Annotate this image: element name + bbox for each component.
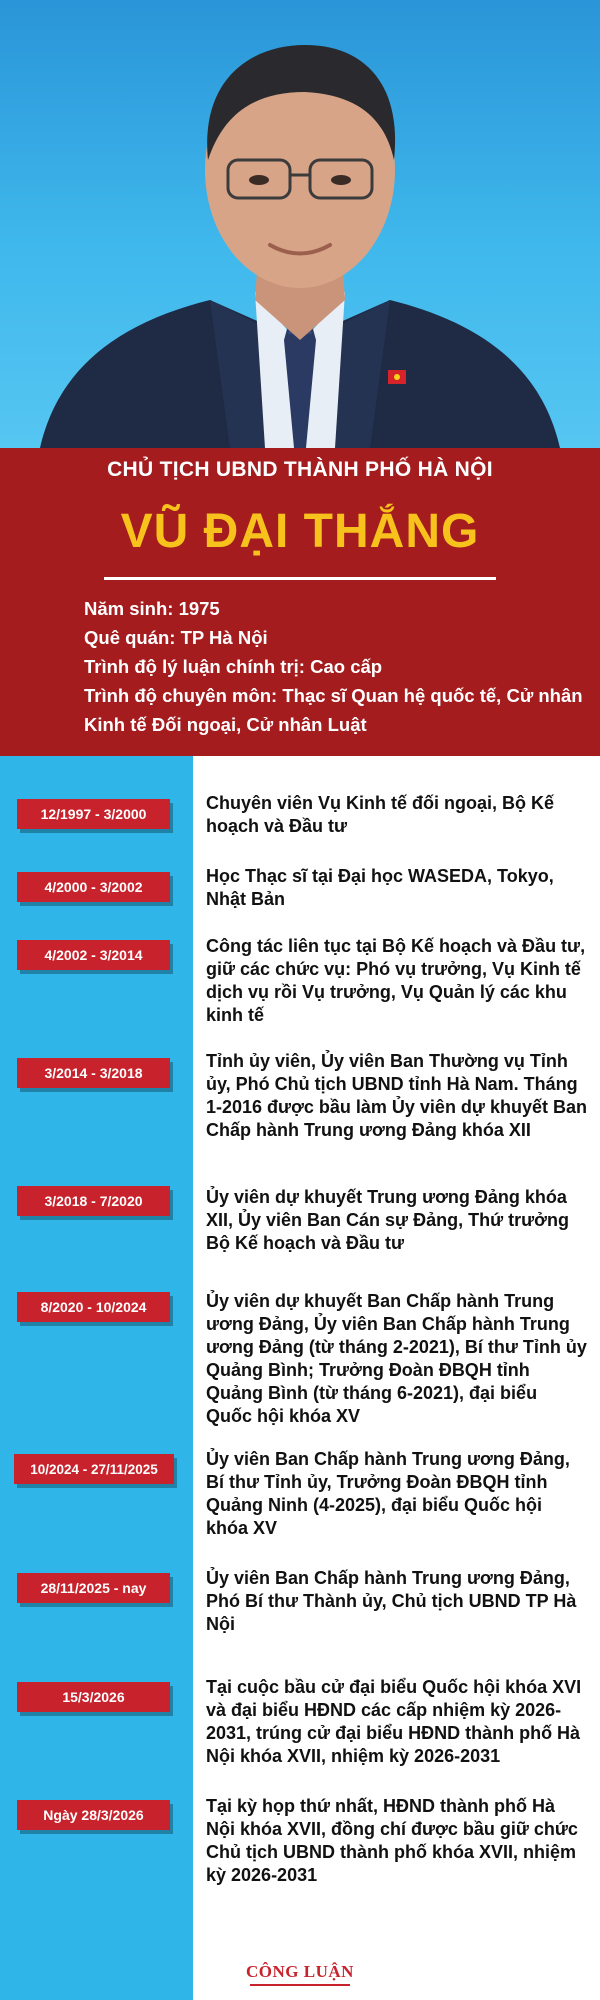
timeline-date: 10/2024 - 27/11/2025: [14, 1454, 174, 1484]
position-title: CHỦ TỊCH UBND THÀNH PHỐ HÀ NỘI: [107, 458, 493, 481]
portrait-area: [0, 0, 600, 448]
timeline-event: Công tác liên tục tại Bộ Kế hoạch và Đầu tư, giữ các chức vụ: Phó vụ trưởng, Vụ Kinh tế dịch vụ rồi Vụ trưởng, Vụ Quản lý các khu kinh tế: [206, 936, 586, 1025]
logo-text: CÔNG LUẬN: [246, 1962, 354, 1981]
timeline-date: 28/11/2025 - nay: [17, 1573, 170, 1603]
timeline-date: 4/2000 - 3/2002: [17, 872, 170, 902]
timeline-event: Tỉnh ủy viên, Ủy viên Ban Thường vụ Tỉnh ủy, Phó Chủ tịch UBND tỉnh Hà Nam. Tháng 1-2016 được bầu làm Ủy viên dự khuyết Ban Chấp hành Trung ương Đảng khóa XII: [206, 1051, 587, 1140]
timeline-event: Ủy viên dự khuyết Trung ương Đảng khóa XII, Ủy viên Ban Cán sự Đảng, Thứ trưởng Bộ Kế hoạch và Đầu tư: [206, 1187, 569, 1253]
timeline-event: Tại cuộc bầu cử đại biểu Quốc hội khóa XVI và đại biểu HĐND các cấp nhiệm kỳ 2026-2031, trúng cử đại biểu HĐND thành phố Hà Nội khóa XVII, nhiệm kỳ 2026-2031: [206, 1677, 582, 1766]
publisher-logo: [0, 1962, 600, 1986]
timeline-date: 4/2002 - 3/2014: [17, 940, 170, 970]
timeline-date: 12/1997 - 3/2000: [17, 799, 170, 829]
timeline-event: Ủy viên Ban Chấp hành Trung ương Đảng, Bí thư Tỉnh ủy, Trưởng Đoàn ĐBQH tỉnh Quảng Ninh (4-2025), đại biểu Quốc hội khóa XV: [206, 1449, 570, 1538]
timeline-event: Học Thạc sĩ tại Đại học WASEDA, Tokyo, Nhật Bản: [206, 866, 554, 909]
profile-info: [84, 594, 584, 739]
political-theory-level: Trình độ lý luận chính trị: Cao cấp: [84, 656, 383, 677]
timeline-event: Chuyên viên Vụ Kinh tế đối ngoại, Bộ Kế hoạch và Đầu tư: [206, 793, 555, 836]
timeline-date: 3/2014 - 3/2018: [17, 1058, 170, 1088]
name-divider: [104, 577, 496, 580]
portrait-photo: [0, 0, 600, 448]
logo-underline: [250, 1984, 350, 1986]
hometown: Quê quán: TP Hà Nội: [84, 627, 268, 648]
timeline-date: 3/2018 - 7/2020: [17, 1186, 170, 1216]
professional-qualification: Trình độ chuyên môn: Thạc sĩ Quan hệ quốc tế, Cử nhân Kinh tế Đối ngoại, Cử nhân Luật: [84, 685, 583, 735]
birth-year: Năm sinh: 1975: [84, 598, 220, 619]
timeline-event: Ủy viên Ban Chấp hành Trung ương Đảng, Phó Bí thư Thành ủy, Chủ tịch UBND TP Hà Nội: [206, 1568, 577, 1634]
person-name: VŨ ĐẠI THẮNG: [120, 505, 480, 558]
timeline-event: Ủy viên dự khuyết Ban Chấp hành Trung ương Đảng, Ủy viên Ban Chấp hành Trung ương Đảng (từ tháng 2-2021), Bí thư Tỉnh ủy Quảng Bình; Trưởng Đoàn ĐBQH tỉnh Quảng Bình (từ tháng 6-2021), đại biểu Quốc hội khóa XV: [206, 1291, 587, 1426]
timeline-date: Ngày 28/3/2026: [17, 1800, 170, 1830]
timeline-date: 15/3/2026: [17, 1682, 170, 1712]
timeline-date: 8/2020 - 10/2024: [17, 1292, 170, 1322]
timeline-event: Tại kỳ họp thứ nhất, HĐND thành phố Hà Nội khóa XVII, đồng chí được bầu giữ chức Chủ tịch UBND thành phố khóa XVII, nhiệm kỳ 2026-2031: [206, 1796, 578, 1885]
